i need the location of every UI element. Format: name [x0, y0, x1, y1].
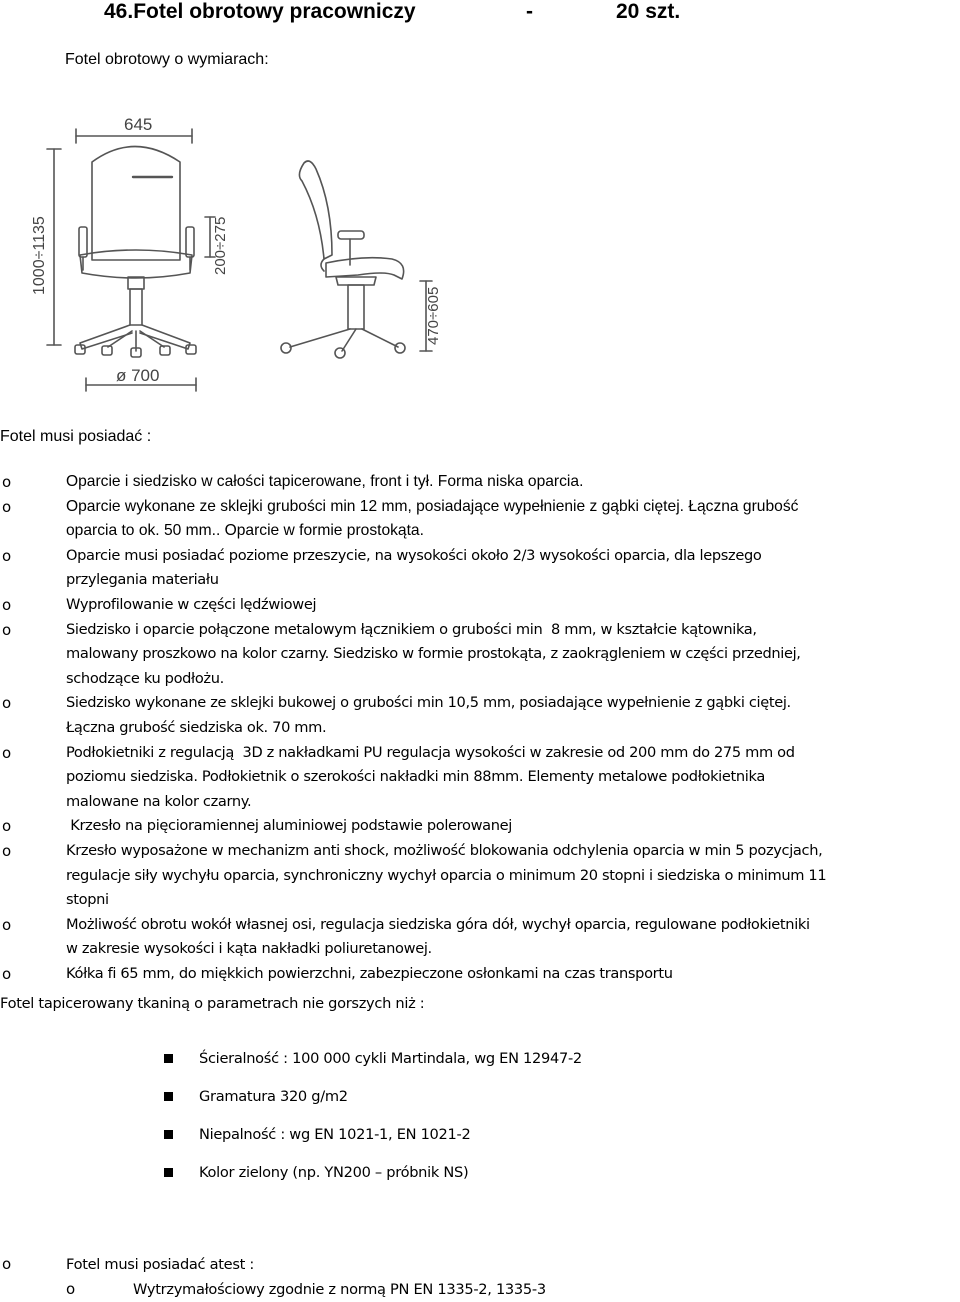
- base-diameter-label: ø 700: [116, 366, 160, 385]
- requirement-text-line: Krzesło na pięcioramiennej aluminiowej podstawie polerowanej: [66, 817, 512, 835]
- dimensions-intro: Fotel obrotowy o wymiarach:: [65, 51, 269, 68]
- requirement-item: [0, 618, 960, 692]
- fabric-parameter-text: Gramatura 320 g/m2: [199, 1088, 348, 1105]
- square-bullet-icon: [164, 1168, 173, 1177]
- square-bullet-icon: [164, 1054, 173, 1063]
- fabric-parameters-list: [0, 1046, 582, 1198]
- certificate-item: [0, 1277, 960, 1302]
- fabric-parameter-text: Ścieralność : 100 000 cykli Martindala, wg EN 12947-2: [199, 1050, 582, 1067]
- requirement-item: [0, 741, 960, 815]
- fabric-parameter-item: [0, 1160, 582, 1198]
- width-dimension-label: 645: [124, 115, 153, 134]
- requirement-text-line: przylegania materiału: [66, 571, 219, 589]
- seat-height-dimension-label: 470÷605: [425, 286, 442, 345]
- requirement-text-line: Możliwość obrotu wokół własnej osi, regulacja siedziska góra dół, wychył oparcia, regulowane podłokietniki: [66, 915, 810, 933]
- requirement-item: [0, 691, 960, 740]
- list-bullet: o: [2, 964, 12, 983]
- requirement-item: [0, 913, 960, 962]
- requirement-text-line: w zakresie wysokości i kąta nakładki poliuretanowej.: [66, 940, 432, 958]
- list-bullet: o: [2, 1255, 11, 1273]
- list-bullet: o: [2, 473, 12, 491]
- list-bullet: o: [2, 595, 12, 614]
- item-quantity: 20 szt.: [616, 0, 681, 23]
- title-dash: -: [526, 0, 533, 23]
- requirement-text-line: Oparcie wykonane ze sklejki grubości min 12 mm, posiadające wypełnienie z gąbki ciętej. Łączna grubość: [66, 497, 799, 515]
- list-bullet: o: [2, 620, 12, 639]
- requirement-text-line: Wyprofilowanie w części lędźwiowej: [66, 595, 317, 613]
- requirement-text-line: Siedzisko i oparcie połączone metalowym łącznikiem o grubości min 8 mm, w kształcie kątownika,: [66, 620, 757, 638]
- requirement-text-line: malowane na kolor czarny.: [66, 792, 252, 810]
- height-dimension-label: 1000÷1135: [31, 216, 48, 295]
- square-bullet-icon: [164, 1092, 173, 1101]
- chair-technical-drawing: [20, 105, 450, 395]
- list-bullet: o: [2, 546, 12, 565]
- requirement-item: [0, 814, 960, 839]
- requirements-list: [0, 470, 960, 986]
- requirement-text-line: Podłokietniki z regulacją 3D z nakładkami PU regulacja wysokości w zakresie od 200 mm do 275 mm od: [66, 743, 795, 761]
- requirement-item: [0, 839, 960, 913]
- list-bullet: o: [2, 817, 12, 836]
- requirement-text-line: Łączna grubość siedziska ok. 70 mm.: [66, 718, 327, 736]
- certificate-item-text: Wytrzymałościowy zgodnie z normą PN EN 1335-2, 1335-3: [133, 1281, 546, 1298]
- requirement-text-line: Kółka fi 65 mm, do miękkich powierzchni, zabezpieczone osłonkami na czas transportu: [66, 964, 673, 982]
- list-bullet: o: [2, 694, 12, 713]
- requirement-item: [0, 544, 960, 593]
- requirement-text-line: malowany proszkowo na kolor czarny. Siedzisko w formie prostokąta, z zaokrągleniem w części przedniej,: [66, 645, 801, 663]
- requirement-text-line: oparcia to ok. 50 mm.. Oparcie w formie prostokąta.: [66, 522, 424, 540]
- requirement-text-line: schodzące ku podłożu.: [66, 669, 224, 687]
- list-bullet: o: [2, 915, 12, 934]
- certificate-section: [0, 1252, 960, 1302]
- list-bullet: o: [2, 497, 12, 516]
- list-bullet: o: [66, 1280, 75, 1298]
- list-bullet: o: [2, 841, 12, 860]
- fabric-intro: Fotel tapicerowany tkaniną o parametrach nie gorszych niż :: [0, 995, 425, 1012]
- requirements-heading: Fotel musi posiadać :: [0, 428, 152, 445]
- requirement-item: [0, 470, 960, 495]
- requirement-item: [0, 962, 960, 987]
- requirement-text-line: Oparcie i siedzisko w całości tapicerowane, front i tył. Forma niska oparcia.: [66, 473, 584, 490]
- list-bullet: o: [2, 743, 12, 762]
- requirement-text-line: Oparcie musi posiadać poziome przeszycie, na wysokości około 2/3 wysokości oparcia, dla lepszego: [66, 546, 762, 564]
- fabric-parameter-text: Kolor zielony (np. YN200 – próbnik NS): [199, 1164, 469, 1181]
- requirement-item: [0, 495, 960, 544]
- fabric-parameter-item: [0, 1084, 582, 1122]
- fabric-parameter-text: Niepalność : wg EN 1021-1, EN 1021-2: [199, 1126, 471, 1143]
- armrest-dimension-label: 200÷275: [212, 216, 229, 275]
- item-title: 46.Fotel obrotowy pracowniczy: [104, 0, 416, 23]
- fabric-parameter-item: [0, 1122, 582, 1160]
- fabric-parameter-item: [0, 1046, 582, 1084]
- requirement-text-line: Krzesło wyposażone w mechanizm anti shock, możliwość blokowania odchylenia oparcia w min 5 pozycjach,: [66, 841, 823, 859]
- requirement-text-line: Siedzisko wykonane ze sklejki bukowej o grubości min 10,5 mm, posiadające wypełnienie z gąbki ciętej.: [66, 694, 791, 712]
- certificate-heading-text: Fotel musi posiadać atest :: [66, 1256, 255, 1273]
- square-bullet-icon: [164, 1130, 173, 1139]
- requirement-text-line: stopni: [66, 891, 109, 909]
- requirement-item: [0, 593, 960, 618]
- requirement-text-line: poziomu siedziska. Podłokietnik o szerokości nakładki min 88mm. Elementy metalowe podłokietnika: [66, 768, 765, 786]
- requirement-text-line: regulacje siły wychyłu oparcia, synchroniczny wychył oparcia o minimum 20 stopni i siedziska o minimum 11: [66, 866, 827, 884]
- certificate-heading: [0, 1252, 960, 1277]
